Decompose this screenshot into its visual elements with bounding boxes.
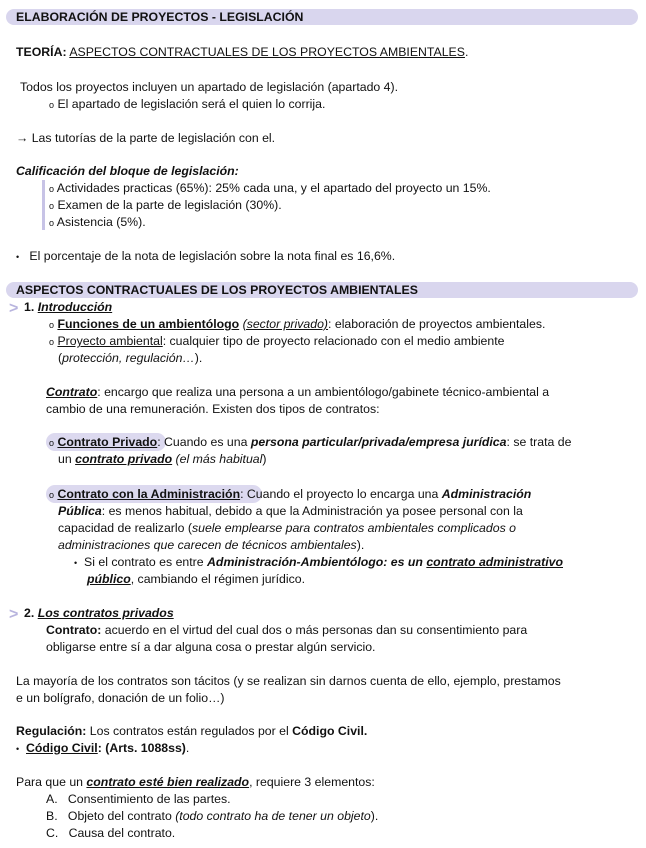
admin-line-3 — [58, 521, 516, 536]
funciones-text: : elaboración de proyectos ambientales. — [328, 317, 546, 331]
section-1-number: 1. — [24, 300, 35, 314]
elemento-item — [46, 826, 175, 841]
sub-item-text: El apartado de legislación será el quien lo corrija. — [57, 97, 326, 111]
admin-line-4 — [58, 538, 364, 553]
calificacion-item-text: Asistencia (5%). — [56, 215, 146, 229]
proyecto-item — [49, 334, 505, 350]
teoria-label: TEORÍA: — [16, 45, 67, 59]
calificacion-item — [49, 198, 282, 214]
bullet-o: o — [49, 438, 55, 448]
paren-open: ( — [58, 351, 63, 365]
s2-def-cont: obligarse entre sí a dar alguna cosa o prestar algún servicio. — [46, 640, 376, 654]
section-2-title: Los contratos privados — [37, 606, 174, 620]
paren-close: ). — [194, 351, 203, 365]
admin-sub-item-cont — [87, 572, 305, 587]
codigo-civil: Código Civil — [26, 741, 98, 755]
admin-line-2 — [58, 504, 523, 519]
sub-item-corrija — [49, 97, 325, 113]
s2-contrato-label: Contrato: — [46, 623, 102, 637]
privado-line — [49, 435, 571, 451]
teoria-title: ASPECTOS CONTRACTUALES DE LOS PROYECTOS AMBIENTALES — [69, 45, 465, 59]
section-2-heading — [24, 606, 174, 621]
admin-label: Contrato con la Administración — [57, 487, 241, 501]
admin-sub-text: Si el contrato es entre — [84, 555, 208, 569]
mayoria-line: La mayoría de los contratos son tácitos (y se realizan sin darnos cuenta de ello, ejemplo, prestamos — [16, 674, 561, 688]
elemento-text: Consentimiento de las partes. — [67, 792, 231, 806]
admin-close-4: ). — [356, 538, 365, 552]
elemento-letter: A. — [46, 792, 58, 806]
regulacion-label: Regulación: — [16, 724, 87, 738]
privado-un: un — [58, 452, 76, 466]
admin-italic-4: administraciones que carecen de técnicos ambientales — [58, 538, 357, 552]
admin-italic-3: suele emplearse para contratos ambientales complicados o — [191, 521, 516, 535]
bullet-o: o — [49, 100, 55, 110]
privado-line-cont — [58, 452, 266, 467]
requisitos-end: , requiere 3 elementos: — [249, 775, 375, 789]
proyecto-label: Proyecto ambiental — [57, 334, 163, 348]
calificacion-title: Calificación del bloque de legislación: — [16, 164, 239, 178]
title-bar — [6, 9, 638, 25]
admin-sub-term: contrato administrativo — [426, 555, 563, 569]
bullet-o: o — [49, 201, 55, 211]
chevron-right-icon: > — [9, 606, 19, 623]
section-2-number: 2. — [24, 606, 35, 620]
regulacion-text: Los contratos están regulados por el — [86, 724, 293, 738]
contrato-def-cont: cambio de una remuneración. Existen dos tipos de contratos: — [46, 402, 380, 416]
calificacion-item — [49, 181, 491, 197]
codigo-dot: . — [185, 741, 190, 755]
elemento-italic: (todo contrato ha de tener un objeto — [175, 809, 371, 823]
elemento-close: ). — [370, 809, 379, 823]
s2-def-text: acuerdo en el virtud del cual dos o más personas dan su consentimiento para — [101, 623, 528, 637]
admin-text-2: : es menos habitual, debido a que la Administración ya posee personal con la — [101, 504, 523, 518]
requisitos-term: contrato esté bien realizado — [86, 775, 250, 789]
privado-text: : Cuando es una — [157, 435, 251, 449]
elemento-letter: B. — [46, 809, 58, 823]
bullet-o: o — [49, 218, 55, 228]
privado-habitual: (el más habitual — [172, 452, 263, 466]
bullet-o: o — [49, 490, 55, 500]
teoria-line — [16, 45, 468, 60]
porcentaje-text: El porcentaje de la nota de legislación sobre la nota final es 16,6%. — [29, 249, 396, 263]
paragraph-tutorias: → Las tutorías de la parte de legislación con el. — [16, 131, 276, 145]
section-title: ASPECTOS CONTRACTUALES DE LOS PROYECTOS AMBIENTALES — [16, 283, 418, 297]
bullet-o: o — [49, 320, 55, 330]
regulacion-line — [16, 724, 367, 739]
funciones-label: Funciones de un ambientólogo — [57, 317, 240, 331]
proyecto-examples: protección, regulación… — [62, 351, 195, 365]
codigo-arts: : (Arts. 1088ss) — [97, 741, 186, 755]
admin-sub-bold: Administración-Ambientólogo: es un — [207, 555, 427, 569]
admin-sub-item — [74, 555, 563, 571]
admin-text: : Cuando el proyecto lo encarga una — [240, 487, 442, 501]
funciones-item — [49, 317, 545, 333]
bullet-dot: • — [16, 744, 20, 754]
elemento-text: Causa del contrato. — [68, 826, 176, 840]
paragraph-apartado: Todos los proyectos incluyen un apartado de legislación (apartado 4). — [20, 80, 399, 94]
elemento-letter: C. — [46, 826, 59, 840]
paren-close: ) — [262, 452, 267, 466]
privado-label: Contrato Privado — [57, 435, 158, 449]
s2-def — [46, 623, 527, 638]
regulacion-code: Código Civil. — [292, 724, 368, 738]
contrato-privado-term: contrato privado — [75, 452, 173, 466]
chevron-right-icon: > — [9, 300, 19, 317]
calificacion-item-text: Examen de la parte de legislación (30%). — [57, 198, 282, 212]
elemento-item — [46, 809, 378, 824]
mayoria-line-2: e un bolígrafo, donación de un folio…) — [16, 691, 225, 705]
teoria-dot: . — [464, 45, 469, 59]
admin-line — [49, 487, 531, 503]
codigo-line — [16, 741, 189, 757]
admin-sub-text-2: , cambiando el régimen jurídico. — [130, 572, 306, 586]
document-title: ELABORACIÓN DE PROYECTOS - LEGISLACIÓN — [16, 10, 304, 24]
calificacion-indent-line — [42, 180, 45, 230]
porcentaje-line — [16, 249, 395, 265]
requisitos-text: Para que un — [16, 775, 87, 789]
section-bar — [6, 282, 638, 298]
contrato-def — [46, 385, 549, 400]
admin-publico: público — [87, 572, 131, 586]
admin-publica: Pública — [58, 504, 102, 518]
proyecto-item-cont — [58, 351, 202, 366]
admin-text-3: capacidad de realizarlo ( — [58, 521, 192, 535]
bullet-dot: • — [74, 558, 78, 568]
requisitos-line — [16, 775, 375, 790]
calificacion-item — [49, 215, 146, 231]
proyecto-text: : cualquier tipo de proyecto relacionado con el medio ambiente — [162, 334, 505, 348]
admin-term: Administración — [441, 487, 532, 501]
privado-text-end: : se trata de — [506, 435, 572, 449]
privado-persona: persona particular/privada/empresa jurídica — [250, 435, 507, 449]
bullet-o: o — [49, 337, 55, 347]
elemento-text: Objeto del contrato — [67, 809, 176, 823]
section-1-heading — [24, 300, 112, 315]
elemento-item — [46, 792, 231, 807]
contrato-text: : encargo que realiza una persona a un ambientólogo/gabinete técnico-ambiental a — [97, 385, 550, 399]
sector-privado: (sector privado) — [242, 317, 329, 331]
section-1-title: Introducción — [37, 300, 113, 314]
calificacion-item-text: Actividades practicas (65%): 25% cada una, y el apartado del proyecto un 15%. — [56, 181, 491, 195]
contrato-label: Contrato — [46, 385, 98, 399]
bullet-o: o — [49, 184, 55, 194]
bullet-dot: • — [16, 252, 20, 262]
